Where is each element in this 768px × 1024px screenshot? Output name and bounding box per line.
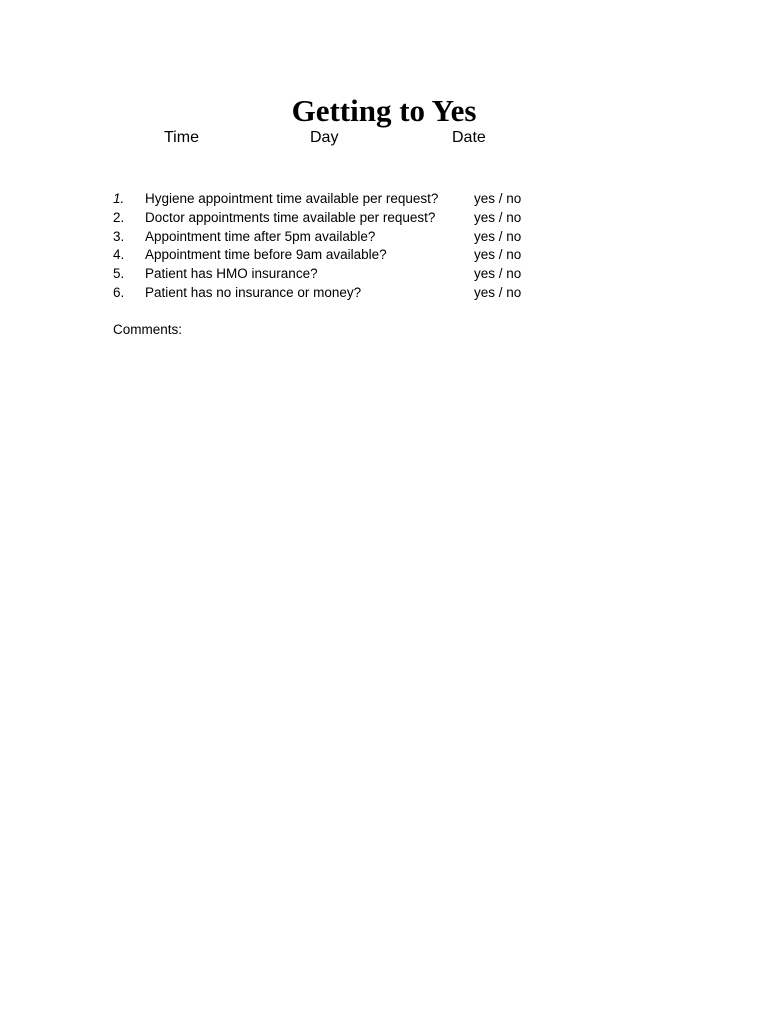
time-header: Time <box>164 129 199 146</box>
question-number: 6. <box>113 284 125 300</box>
comments-label: Comments: <box>113 322 183 337</box>
yes-no-answer: yes / no <box>474 266 522 282</box>
question-text: Doctor appointments time available per request? <box>145 209 436 225</box>
question-number: 2. <box>113 209 125 225</box>
question-item <box>113 284 553 303</box>
question-text: Appointment time before 9am available? <box>145 247 387 263</box>
question-text: Patient has no insurance or money? <box>145 284 362 300</box>
question-item <box>113 190 553 209</box>
day-header: Day <box>310 129 339 146</box>
question-text: Patient has HMO insurance? <box>145 266 318 282</box>
question-item <box>113 209 553 228</box>
document-title: Getting to Yes <box>291 93 477 128</box>
yes-no-answer: yes / no <box>474 228 522 244</box>
yes-no-answer: yes / no <box>474 209 522 225</box>
question-item <box>113 228 553 247</box>
question-item <box>113 265 553 284</box>
date-header: Date <box>452 129 486 146</box>
question-list <box>113 190 553 303</box>
yes-no-answer: yes / no <box>474 247 522 263</box>
question-item <box>113 246 553 265</box>
question-number: 1. <box>113 191 125 206</box>
question-number: 4. <box>113 247 125 263</box>
yes-no-answer: yes / no <box>474 284 522 300</box>
yes-no-answer: yes / no <box>474 191 522 206</box>
question-number: 3. <box>113 228 125 244</box>
question-number: 5. <box>113 266 125 282</box>
question-text: Hygiene appointment time available per request? <box>145 191 439 206</box>
question-text: Appointment time after 5pm available? <box>145 228 376 244</box>
